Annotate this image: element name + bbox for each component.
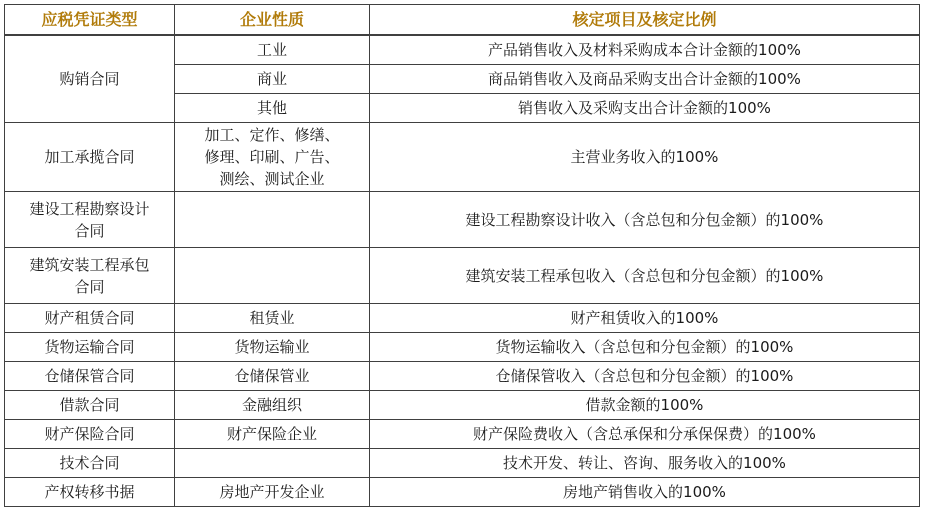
table-row: [5, 192, 920, 248]
table-row: [5, 123, 920, 192]
cell-voucher-type: [5, 248, 175, 304]
table-row: [5, 35, 920, 65]
cell-voucher-type: 财产租赁合同: [5, 304, 175, 333]
cell-assessment-item: 产品销售收入及材料采购成本合计金额的100%: [370, 35, 920, 65]
cell-assessment-item: 仓储保管收入（含总包和分包金额）的100%: [370, 362, 920, 391]
table-row: [5, 362, 920, 391]
cell-voucher-type: 仓储保管合同: [5, 362, 175, 391]
table-row: [5, 449, 920, 478]
cell-enterprise-nature: 房地产开发企业: [175, 478, 370, 507]
cell-assessment-item: 货物运输收入（含总包和分包金额）的100%: [370, 333, 920, 362]
cell-assessment-item: 商品销售收入及商品采购支出合计金额的100%: [370, 65, 920, 94]
nature-line: 修理、印刷、广告、: [204, 148, 340, 166]
table-row: [5, 478, 920, 507]
cell-enterprise-nature: [175, 248, 370, 304]
cell-voucher-type: 加工承揽合同: [5, 123, 175, 192]
cell-assessment-item: 房地产销售收入的100%: [370, 478, 920, 507]
cell-enterprise-nature: 工业: [175, 35, 370, 65]
table-row: [5, 391, 920, 420]
header-voucher-type: 应税凭证类型: [5, 5, 175, 36]
header-assessment-item: 核定项目及核定比例: [370, 5, 920, 36]
cell-assessment-item: 财产租赁收入的100%: [370, 304, 920, 333]
cell-assessment-item: 建设工程勘察设计收入（含总包和分包金额）的100%: [370, 192, 920, 248]
cell-voucher-type: 财产保险合同: [5, 420, 175, 449]
cell-enterprise-nature: 仓储保管业: [175, 362, 370, 391]
type-line: 合同: [74, 277, 105, 296]
table-row: [5, 304, 920, 333]
cell-enterprise-nature: 其他: [175, 94, 370, 123]
type-line: 建设工程勘察设计: [29, 199, 150, 218]
cell-voucher-type: [5, 192, 175, 248]
header-enterprise-nature: 企业性质: [175, 5, 370, 36]
type-line: 建筑安装工程承包: [29, 255, 150, 274]
cell-voucher-type: 技术合同: [5, 449, 175, 478]
table-row: [5, 248, 920, 304]
cell-enterprise-nature: 租赁业: [175, 304, 370, 333]
cell-enterprise-nature: 商业: [175, 65, 370, 94]
cell-enterprise-nature: [175, 449, 370, 478]
cell-enterprise-nature: [175, 123, 370, 192]
nature-line: 加工、定作、修缮、: [204, 126, 340, 144]
stamp-duty-assessment-table: [4, 4, 920, 507]
cell-voucher-type: 购销合同: [5, 35, 175, 123]
header-row: [5, 5, 920, 36]
cell-voucher-type: 借款合同: [5, 391, 175, 420]
cell-assessment-item: 建筑安装工程承包收入（含总包和分包金额）的100%: [370, 248, 920, 304]
cell-assessment-item: 财产保险费收入（含总承保和分承保保费）的100%: [370, 420, 920, 449]
cell-voucher-type: 货物运输合同: [5, 333, 175, 362]
tax-table-container: [4, 4, 920, 507]
table-row: [5, 333, 920, 362]
nature-line: 测绘、测试企业: [219, 170, 325, 188]
cell-assessment-item: 销售收入及采购支出合计金额的100%: [370, 94, 920, 123]
cell-enterprise-nature: [175, 192, 370, 248]
cell-assessment-item: 技术开发、转让、咨询、服务收入的100%: [370, 449, 920, 478]
cell-enterprise-nature: 财产保险企业: [175, 420, 370, 449]
table-body: [5, 35, 920, 507]
cell-enterprise-nature: 货物运输业: [175, 333, 370, 362]
cell-assessment-item: 主营业务收入的100%: [370, 123, 920, 192]
cell-assessment-item: 借款金额的100%: [370, 391, 920, 420]
table-header: [5, 5, 920, 36]
cell-enterprise-nature: 金融组织: [175, 391, 370, 420]
type-line: 合同: [74, 221, 105, 240]
cell-voucher-type: 产权转移书据: [5, 478, 175, 507]
table-row: [5, 420, 920, 449]
